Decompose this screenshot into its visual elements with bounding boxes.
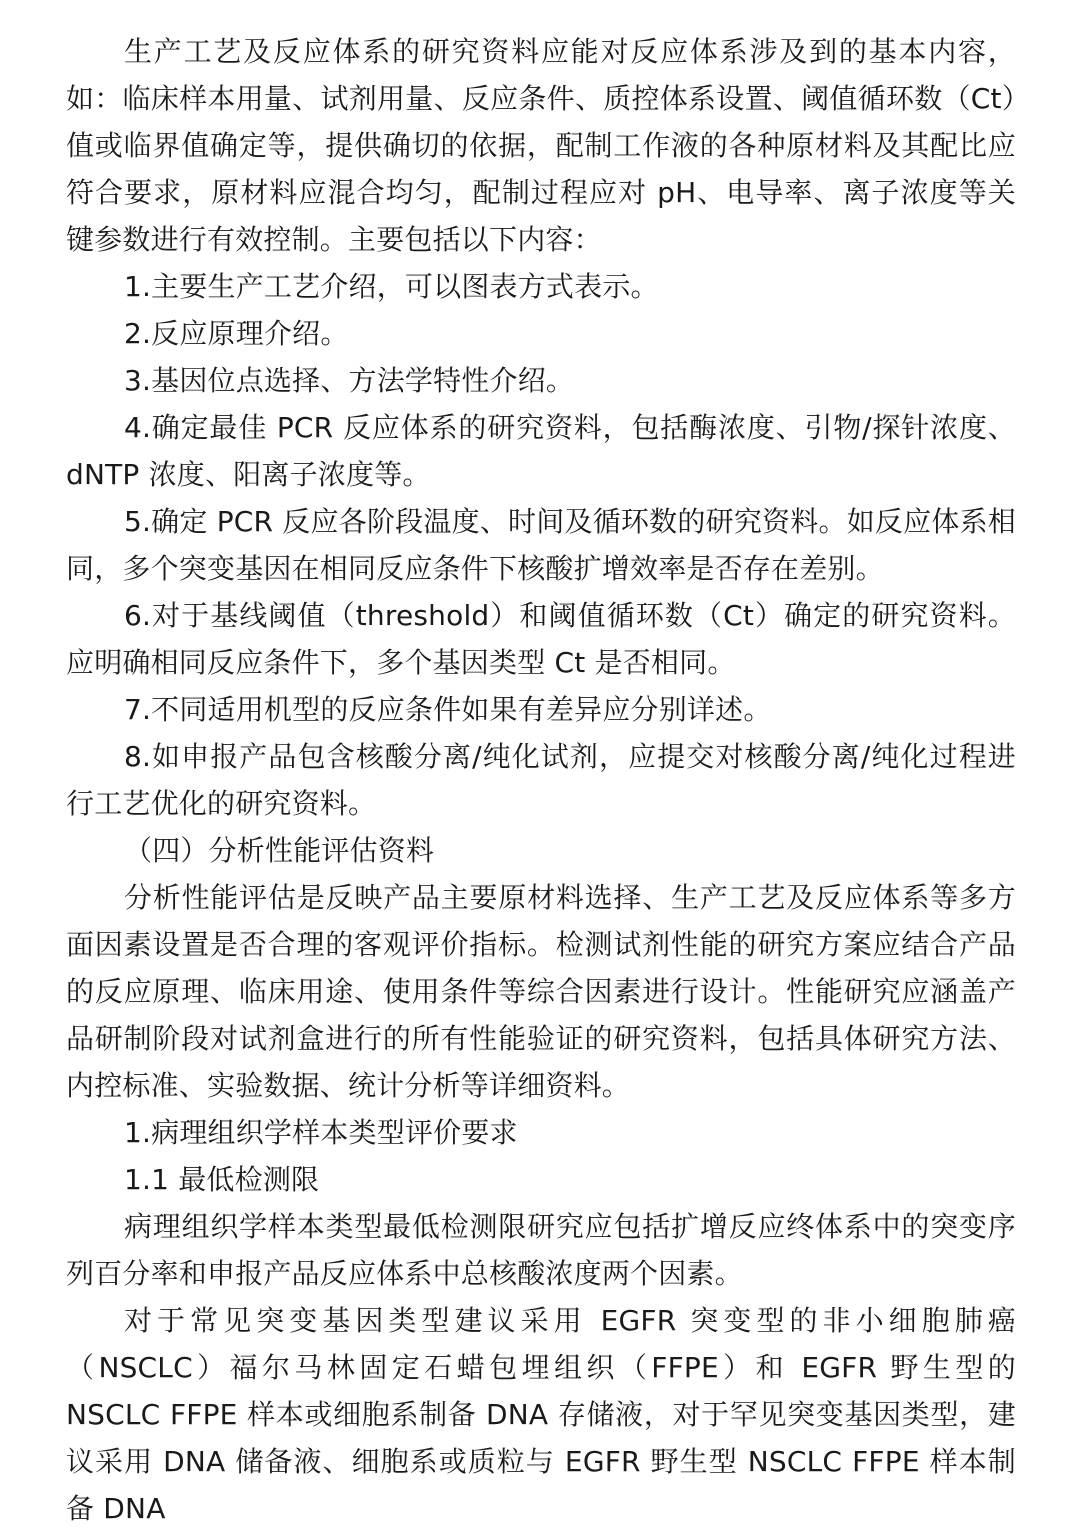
- list-item-4: 4.确定最佳 PCR 反应体系的研究资料，包括酶浓度、引物/探针浓度、dNTP 浓度、阳离子浓度等。: [66, 411, 1016, 491]
- list-item-6: 6.对于基线阈值（threshold）和阈值循环数（Ct）确定的研究资料。应明确相同反应条件下，多个基因类型 Ct 是否相同。: [66, 599, 1016, 679]
- list-item-8: 8.如申报产品包含核酸分离/纯化试剂，应提交对核酸分离/纯化过程进行工艺优化的研究资料。: [66, 740, 1016, 820]
- list-item-3: 3.基因位点选择、方法学特性介绍。: [124, 364, 575, 397]
- paragraph-analysis: 分析性能评估是反映产品主要原材料选择、生产工艺及反应体系等多方面因素设置是否合理的客观评价指标。检测试剂性能的研究方案应结合产品的反应原理、临床用途、使用条件等综合因素进行设计。性能研究应涵盖产品研制阶段对试剂盒进行的所有性能验证的研究资料，包括具体研究方法、内控标准、实验数据、统计分析等详细资料。: [66, 881, 1016, 1102]
- list-item-5: 5.确定 PCR 反应各阶段温度、时间及循环数的研究资料。如反应体系相同，多个突变基因在相同反应条件下核酸扩增效率是否存在差别。: [66, 505, 1016, 585]
- section-heading: （四）分析性能评估资料: [124, 834, 435, 867]
- paragraph-intro: 生产工艺及反应体系的研究资料应能对反应体系涉及到的基本内容，如：临床样本用量、试剂用量、反应条件、质控体系设置、阈值循环数（Ct）值或临界值确定等，提供确切的依据，配制工作液的各种原材料及其配比应符合要求，原材料应混合均匀，配制过程应对 pH、电导率、离子浓度等关键参数进行有效控制。主要包括以下内容：: [66, 35, 1016, 256]
- paragraph-egfr: 对于常见突变基因类型建议采用 EGFR 突变型的非小细胞肺癌（NSCLC）福尔马林固定石蜡包埋组织（FFPE）和 EGFR 野生型的 NSCLC FFPE 样本或细胞系制备 DNA 存储液，对于罕见突变基因类型，建议采用 DNA 储备液、细胞系或质粒与 EGFR 野生型 NSCLC FFPE 样本制备 DNA: [66, 1304, 1016, 1525]
- list-item-1: 1.主要生产工艺介绍，可以图表方式表示。: [124, 270, 659, 303]
- subheading-1: 1.病理组织学样本类型评价要求: [124, 1116, 518, 1149]
- list-item-2: 2.反应原理介绍。: [124, 317, 349, 350]
- list-item-7: 7.不同适用机型的反应条件如果有差异应分别详述。: [124, 693, 772, 726]
- subheading-1-1: 1.1 最低检测限: [124, 1163, 320, 1196]
- document-page: [66, 28, 1016, 1532]
- paragraph-lod: 病理组织学样本类型最低检测限研究应包括扩增反应终体系中的突变序列百分率和申报产品反应体系中总核酸浓度两个因素。: [66, 1210, 1016, 1290]
